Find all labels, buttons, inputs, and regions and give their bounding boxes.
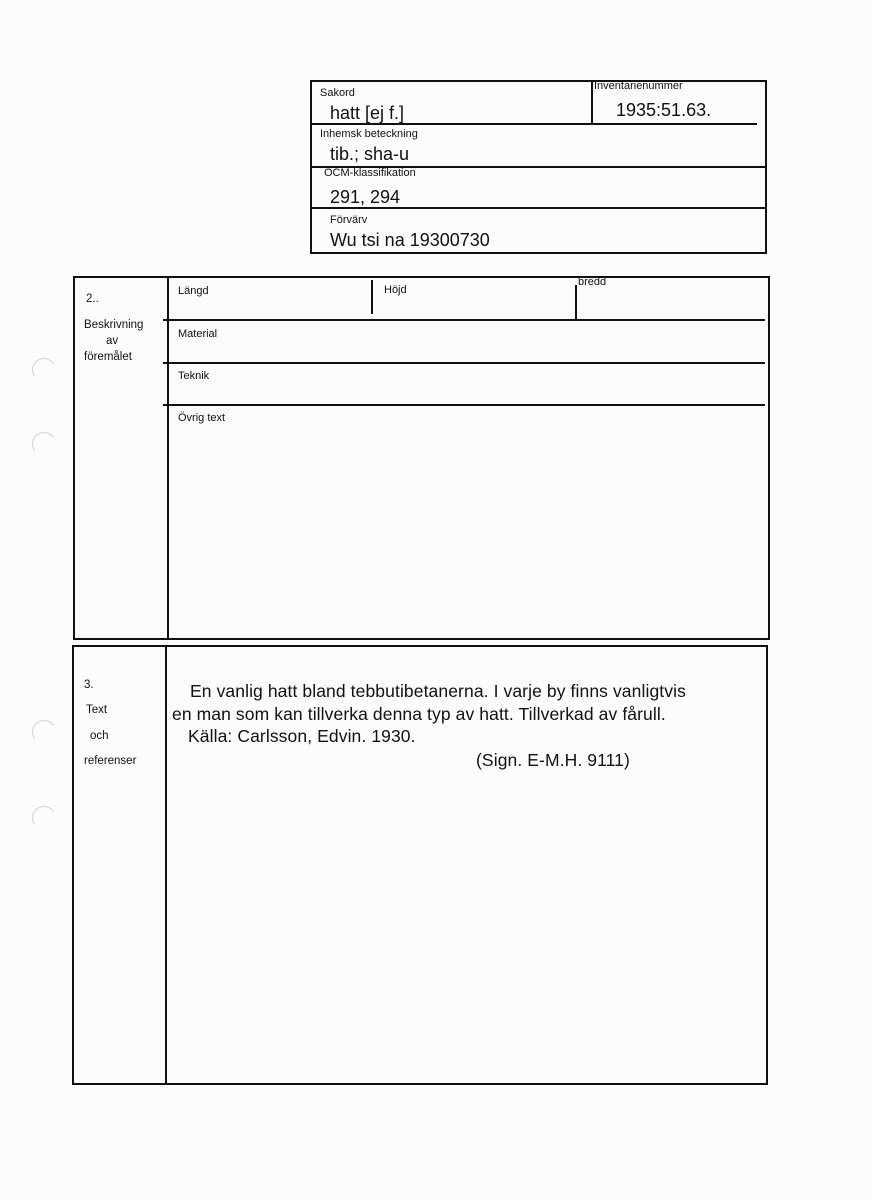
reference-text-line3: Källa: Carlsson, Edvin. 1930. (188, 726, 416, 746)
section3-title-line3: referenser (84, 755, 137, 767)
section2-title-line3: föremålet (84, 351, 132, 363)
ovrig-text-label: Övrig text (178, 412, 226, 424)
header-rule (310, 123, 757, 125)
section3-title-line1: Text (86, 704, 108, 716)
forvarv-value: Wu tsi na 19300730 (330, 230, 490, 250)
material-label: Material (178, 328, 218, 340)
ocm-value: 291, 294 (330, 187, 401, 207)
reference-text-line2: en man som kan tillverka denna typ av hatt. Tillverkad av fårull. (172, 704, 666, 724)
inventarienummer-label: Inventarienummer (594, 80, 683, 92)
punch-hole (30, 804, 58, 832)
section3-number: 3. (84, 679, 94, 691)
section2-number: 2.. (86, 293, 99, 305)
sakord-label: Sakord (320, 87, 355, 99)
signature: (Sign. E-M.H. 9111) (476, 750, 630, 770)
inhemsk-label: Inhemsk beteckning (320, 128, 418, 140)
hojd-label: Höjd (384, 284, 407, 296)
dimension-divider (371, 280, 373, 314)
inhemsk-value: tib.; sha-u (330, 144, 410, 164)
reference-text-line1: En vanlig hatt bland tebbutibetanerna. I varje by finns vanligtvis (190, 681, 686, 701)
section2-title-line1: Beskrivning (84, 319, 144, 331)
section2-rule (163, 362, 765, 364)
bredd-label: bredd (578, 276, 607, 288)
ocm-label: OCM-klassifikation (324, 167, 416, 179)
section3-divider (165, 645, 167, 1085)
header-rule (310, 207, 767, 209)
section2-divider (167, 276, 169, 640)
punch-hole (30, 356, 58, 384)
header-divider (591, 80, 593, 124)
punch-hole (30, 430, 58, 458)
teknik-label: Teknik (178, 370, 210, 382)
forvarv-label: Förvärv (330, 214, 368, 226)
inventarienummer-value: 1935:51.63. (616, 100, 712, 120)
langd-label: Längd (178, 285, 209, 297)
section2-rule (163, 319, 765, 321)
section3-title-line2: och (90, 730, 109, 742)
sakord-value: hatt [ej f.] (330, 103, 405, 123)
punch-hole (30, 718, 58, 746)
section2-rule (163, 404, 765, 406)
dimension-divider (575, 285, 577, 320)
section2-title-line2: av (106, 335, 119, 347)
